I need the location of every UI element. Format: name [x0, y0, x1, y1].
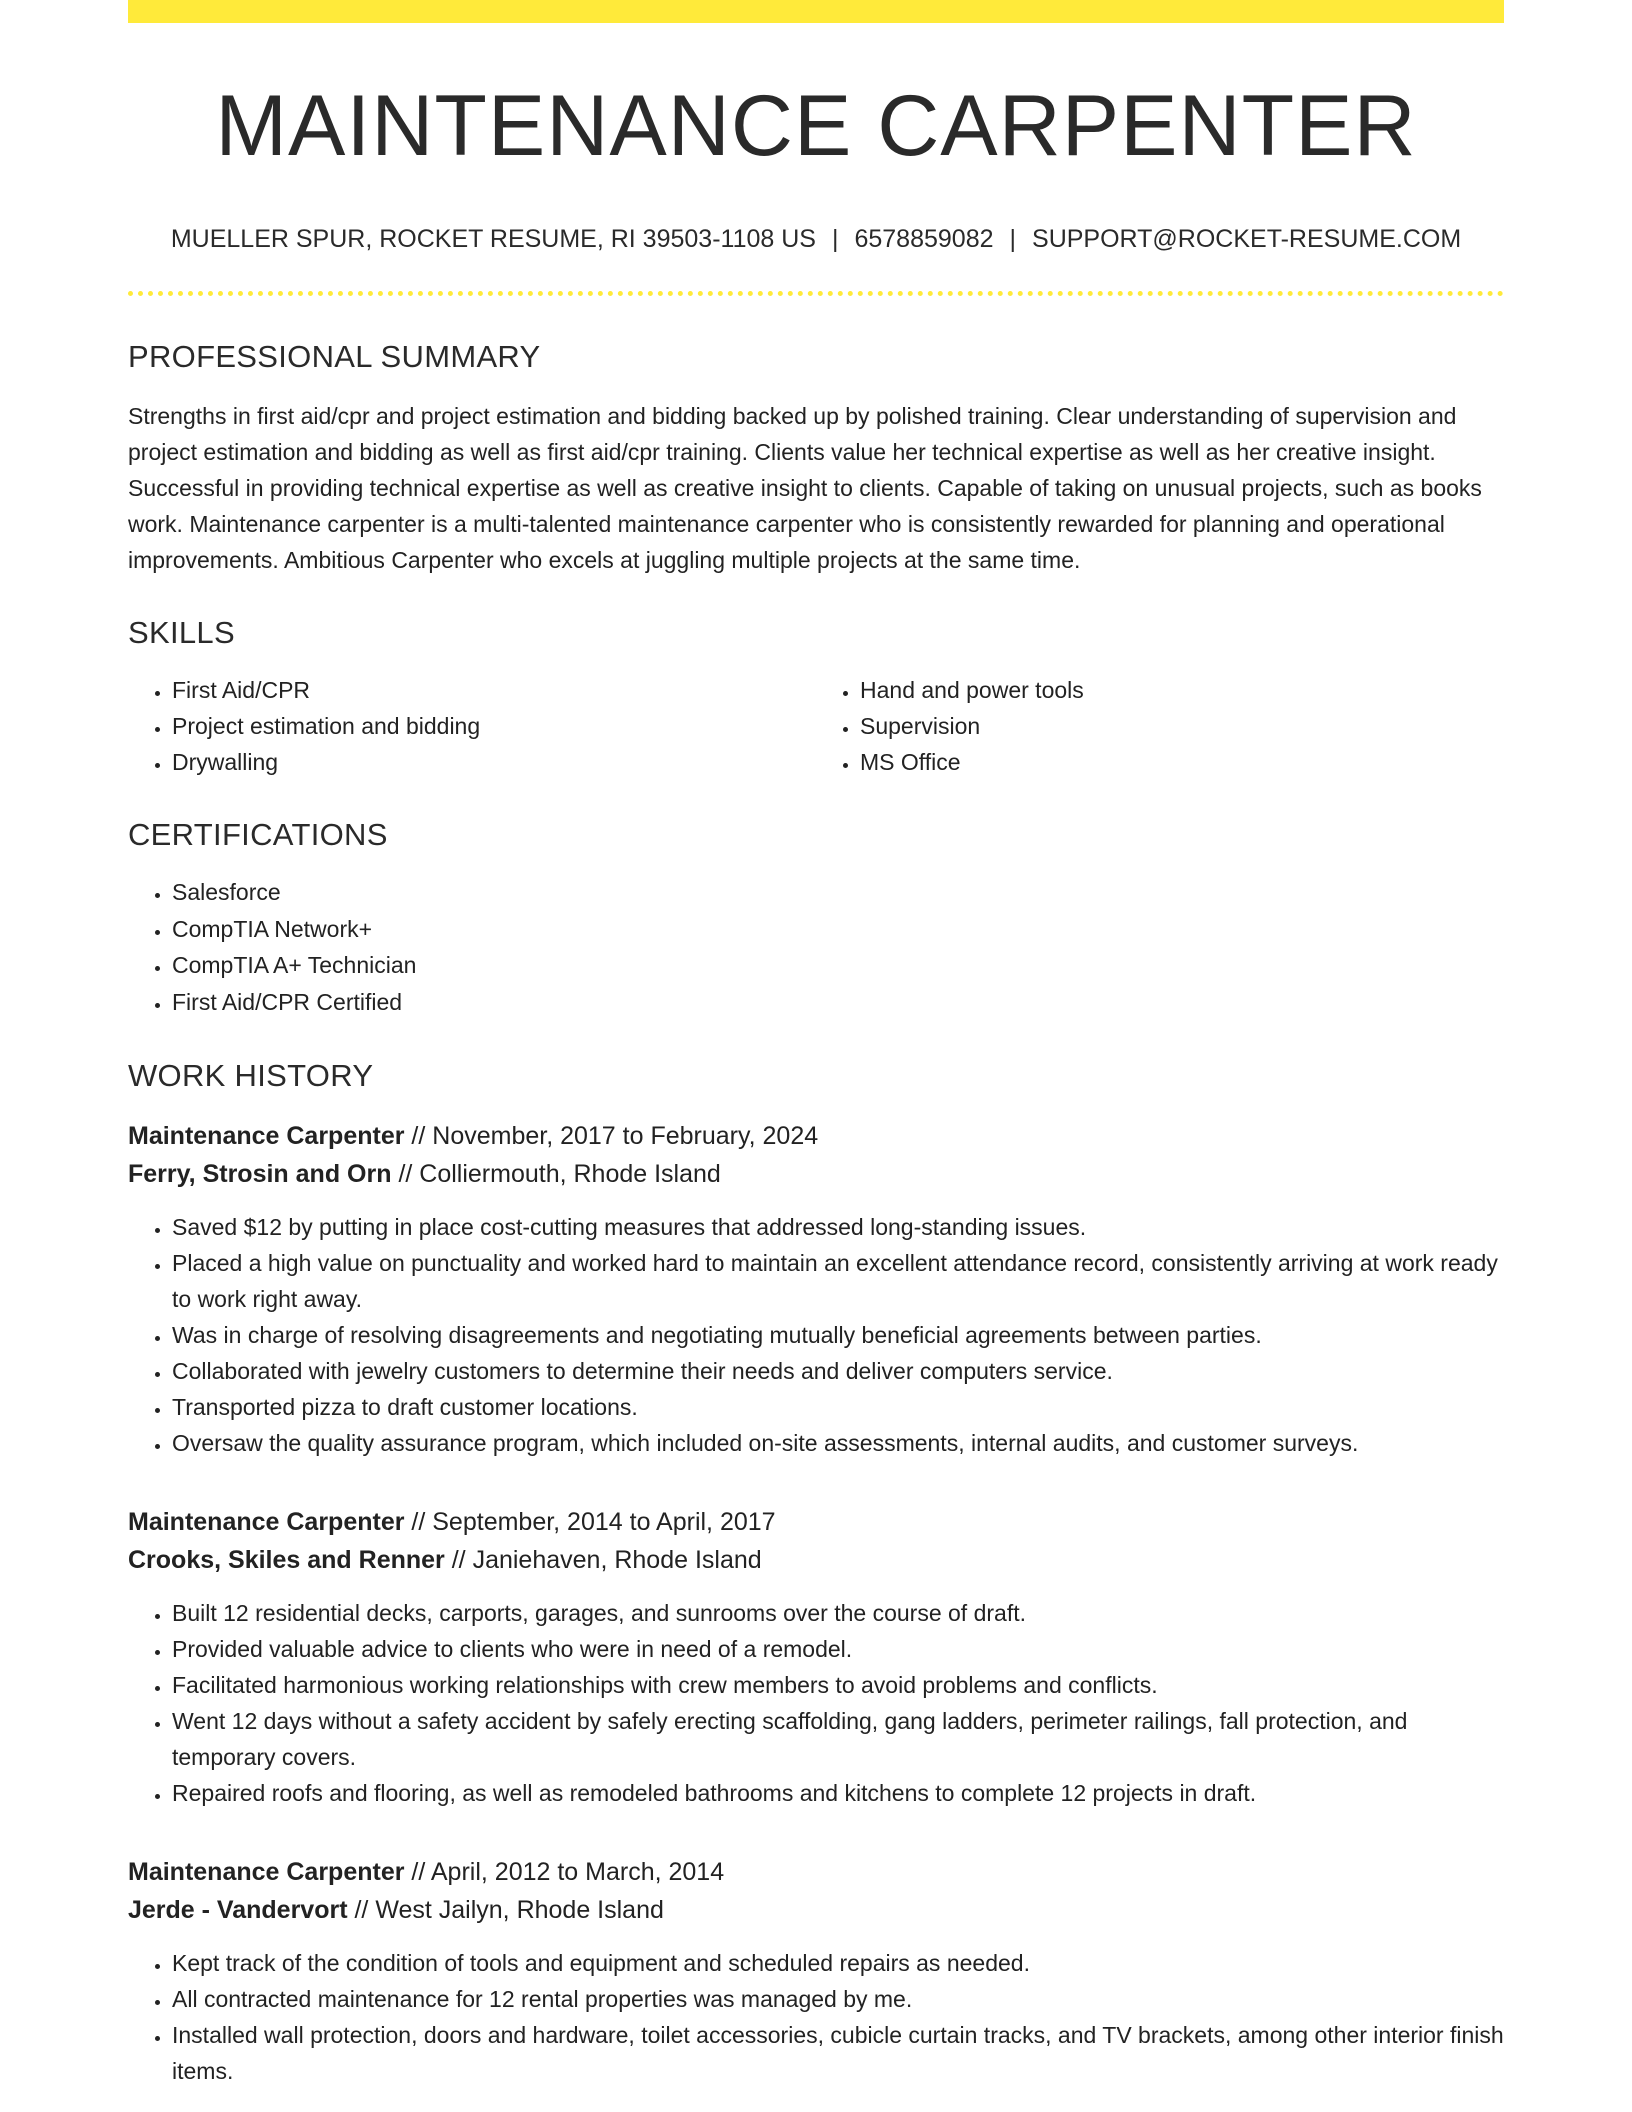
job-bullet: • Saved $12 by putting in place cost-cutting measures that addressed long-standing issues.: [172, 1209, 1504, 1245]
job-role: Maintenance Carpenter: [128, 1121, 405, 1150]
job-bullets: [128, 1945, 1504, 2089]
job-bullet: • Went 12 days without a safety accident by safely erecting scaffolding, gang ladders, perimeter railings, fall protection, and temporary covers.: [172, 1703, 1504, 1775]
job-bullet: • Repaired roofs and flooring, as well as remodeled bathrooms and kitchens to complete 12 projects in draft.: [172, 1775, 1504, 1811]
summary-heading: PROFESSIONAL SUMMARY: [128, 339, 541, 374]
job-company-line: [128, 1541, 1504, 1579]
job-bullet: • Oversaw the quality assurance program, which included on-site assessments, internal audits, and customer surveys.: [172, 1425, 1504, 1461]
skill-item: • Hand and power tools: [860, 672, 1504, 708]
skills-list-right: [816, 672, 1504, 780]
job-location: // Janiehaven, Rhode Island: [451, 1545, 762, 1574]
job-company: Ferry, Strosin and Orn: [128, 1159, 392, 1188]
job-entry: [128, 1117, 1504, 1461]
job-bullet: • Facilitated harmonious working relationships with crew members to avoid problems and conflicts.: [172, 1667, 1504, 1703]
job-bullet: • All contracted maintenance for 12 rental properties was managed by me.: [172, 1981, 1504, 2017]
certification-item: • CompTIA A+ Technician: [172, 947, 1504, 984]
job-location: // West Jailyn, Rhode Island: [354, 1895, 664, 1924]
contact-phone: 6578859082: [854, 225, 994, 253]
job-bullets: [128, 1595, 1504, 1811]
resume-name: MAINTENANCE CARPENTER: [215, 78, 1417, 174]
skills-list-left: [128, 672, 816, 780]
job-bullet: • Collaborated with jewelry customers to determine their needs and deliver computers service.: [172, 1353, 1504, 1389]
contact-address: MUELLER SPUR, ROCKET RESUME, RI 39503-1108 US: [170, 225, 816, 253]
job-company-line: [128, 1891, 1504, 1929]
skills-heading: SKILLS: [128, 615, 235, 650]
skill-item: • Supervision: [860, 708, 1504, 744]
job-dates: // April, 2012 to March, 2014: [411, 1857, 725, 1886]
job-company: Jerde - Vandervort: [128, 1895, 348, 1924]
job-bullet: • Kept track of the condition of tools and equipment and scheduled repairs as needed.: [172, 1945, 1504, 1981]
job-location: // Colliermouth, Rhode Island: [398, 1159, 721, 1188]
certifications-heading: CERTIFICATIONS: [128, 817, 388, 852]
resume-page: [128, 0, 1504, 2089]
job-bullet: • Placed a high value on punctuality and worked hard to maintain an excellent attendance record, consistently arriving at work ready to work right away.: [172, 1245, 1504, 1317]
dotted-divider: [128, 291, 1504, 296]
accent-top-bar: [128, 0, 1504, 23]
certification-item: • First Aid/CPR Certified: [172, 984, 1504, 1021]
skill-item: • Drywalling: [172, 744, 816, 780]
skill-item: • MS Office: [860, 744, 1504, 780]
job-role: Maintenance Carpenter: [128, 1857, 405, 1886]
skill-item: • First Aid/CPR: [172, 672, 816, 708]
summary-text: Strengths in first aid/cpr and project estimation and bidding backed up by polished training. Clear understanding of supervision and project estimation and bidding as well as first aid/cpr training. Clients value her technical expertise as well as her creative insight. Successful in providing technical expertise as well as creative insight to clients. Capable of taking on unusual projects, such as books work. Maintenance carpenter is a multi-talented maintenance carpenter who is consistently rewarded for planning and operational improvements. Ambitious Carpenter who excels at juggling multiple projects at the same time.: [128, 403, 1482, 573]
job-title-line: [128, 1117, 1504, 1155]
skills-grid: [128, 672, 1504, 780]
contact-line: [128, 227, 1504, 252]
job-bullet: • Transported pizza to draft customer locations.: [172, 1389, 1504, 1425]
job-company: Crooks, Skiles and Renner: [128, 1545, 445, 1574]
certifications-list: [128, 874, 1504, 1021]
job-dates: // November, 2017 to February, 2024: [411, 1121, 819, 1150]
job-bullet: • Installed wall protection, doors and hardware, toilet accessories, cubicle curtain tracks, and TV brackets, among other interior finish items.: [172, 2017, 1504, 2089]
job-entry: [128, 1503, 1504, 1811]
job-bullet: • Provided valuable advice to clients who were in need of a remodel.: [172, 1631, 1504, 1667]
certification-item: • Salesforce: [172, 874, 1504, 911]
contact-separator: |: [831, 225, 839, 253]
job-company-line: [128, 1155, 1504, 1193]
job-title-line: [128, 1503, 1504, 1541]
certification-item: • CompTIA Network+: [172, 911, 1504, 948]
job-entry: [128, 1853, 1504, 2089]
contact-email: SUPPORT@ROCKET-RESUME.COM: [1032, 225, 1462, 253]
job-dates: // September, 2014 to April, 2017: [411, 1507, 776, 1536]
skill-item: • Project estimation and bidding: [172, 708, 816, 744]
work-history-heading: WORK HISTORY: [128, 1057, 374, 1093]
contact-separator: |: [1009, 225, 1017, 253]
job-role: Maintenance Carpenter: [128, 1507, 405, 1536]
job-bullet: • Built 12 residential decks, carports, garages, and sunrooms over the course of draft.: [172, 1595, 1504, 1631]
job-bullet: • Was in charge of resolving disagreements and negotiating mutually beneficial agreements between parties.: [172, 1317, 1504, 1353]
job-title-line: [128, 1853, 1504, 1891]
job-bullets: [128, 1209, 1504, 1461]
